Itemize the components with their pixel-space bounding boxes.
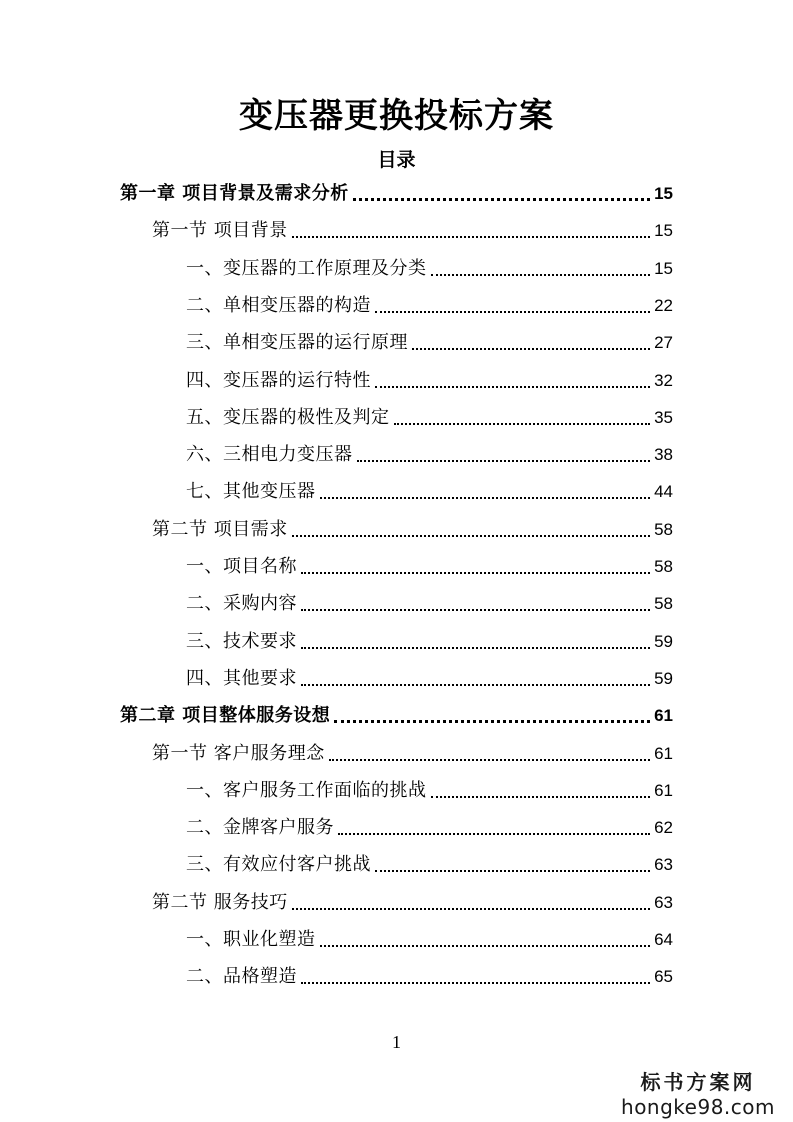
toc-entry[interactable] [186,773,673,803]
toc-entry[interactable] [186,959,673,989]
toc-entry[interactable] [186,363,673,393]
toc-dot-leader [431,274,651,276]
toc-entry-label: 三、技术要求 [186,630,297,652]
toc-entry-page: 64 [654,930,673,949]
toc-entry-page: 63 [654,855,673,875]
toc-entry-label: 第二节 项目需求 [152,518,288,540]
toc-entry-page: 61 [654,743,673,763]
toc-entry[interactable] [186,325,673,355]
toc-dot-leader [375,311,650,313]
toc-dot-leader [353,198,650,201]
toc-entry-label: 一、职业化塑造 [186,929,316,950]
toc-entry-label: 二、采购内容 [186,593,297,615]
toc-entry-page: 38 [654,445,673,465]
toc-entry-page: 58 [654,519,673,539]
toc-entry[interactable] [152,736,673,766]
toc-dot-leader [357,460,651,462]
toc-entry[interactable] [152,213,673,243]
toc-entry-page: 59 [654,631,673,651]
toc-entry[interactable] [186,549,673,579]
toc-dot-leader [412,348,650,350]
toc-entry-page: 15 [654,184,673,203]
toc-entry[interactable] [186,586,673,616]
toc-entry-page: 62 [654,818,673,838]
toc-entry-label: 二、金牌客户服务 [186,817,334,839]
toc-entry-page: 35 [654,407,673,427]
toc-dot-leader [301,684,650,686]
toc-entry[interactable] [186,288,673,318]
toc-dot-leader [301,647,650,649]
toc-entry[interactable] [186,474,673,504]
toc-dot-leader [301,609,650,611]
toc-entry[interactable] [120,698,673,728]
toc-entry-label: 四、其他要求 [186,667,297,689]
toc-entry-page: 65 [654,967,673,987]
toc-entry-page: 32 [654,370,673,390]
toc-entry[interactable] [186,810,673,840]
toc-entry-page: 22 [654,295,673,315]
toc-entry-label: 五、变压器的极性及判定 [186,406,390,428]
document-title: 变压器更换投标方案 [239,96,554,136]
toc-entry-page: 61 [654,706,673,726]
toc-entry[interactable] [186,251,673,281]
toc-entry-label: 三、单相变压器的运行原理 [186,332,408,354]
watermark-site-name: 标书方案网 [640,1070,756,1094]
toc-entry[interactable] [152,885,673,915]
toc-entry-label: 第二节 服务技巧 [152,891,288,913]
toc-dot-leader [320,497,651,499]
toc-dot-leader [301,572,650,574]
toc-entry[interactable] [120,176,673,206]
toc-heading: 目录 [377,149,416,171]
toc-entry-label: 三、有效应付客户挑战 [186,854,371,876]
toc-dot-leader [292,535,650,537]
toc-dot-leader [292,908,650,910]
toc-entry-page: 63 [654,892,673,912]
toc-entry-label: 一、变压器的工作原理及分类 [186,257,427,279]
toc-entry[interactable] [186,661,673,691]
toc-entry-label: 七、其他变压器 [186,481,316,503]
toc-entry-label: 二、品格塑造 [186,966,297,988]
toc-entry-label: 第一节 项目背景 [152,220,288,242]
toc-entry-label: 二、单相变压器的构造 [186,294,371,316]
toc-entry-label: 四、变压器的运行特性 [186,369,371,391]
toc-entry-page: 58 [654,557,673,576]
toc-entry-page: 44 [654,482,673,502]
toc-entry[interactable] [186,624,673,654]
toc-entry-label: 第一节 客户服务理念 [152,742,325,764]
site-watermark [621,1066,775,1119]
page-number: 1 [392,1032,401,1052]
toc-entry-page: 15 [654,221,673,241]
toc-entry-label: 第二章 项目整体服务设想 [120,705,331,727]
toc-entry[interactable] [152,512,673,542]
toc-entry-label: 一、客户服务工作面临的挑战 [186,779,427,801]
toc-entry[interactable] [186,437,673,467]
toc-entry[interactable] [186,847,673,877]
toc-entry-page: 59 [654,668,673,688]
toc-dot-leader [301,982,650,984]
toc-dot-leader [292,236,650,238]
toc-entry-label: 一、项目名称 [186,556,297,577]
toc-dot-leader [394,423,651,425]
toc-entry-label: 六、三相电力变压器 [186,444,353,466]
toc-entry-page: 58 [654,594,673,614]
toc-dot-leader [329,759,650,761]
watermark-site-url: hongke98.com [621,1095,775,1119]
toc-dot-leader [375,386,650,388]
toc-dot-leader [338,833,650,835]
toc-entry[interactable] [186,922,673,952]
toc-entry-page: 61 [654,780,673,800]
toc-entry-page: 27 [654,333,673,353]
toc-dot-leader [320,945,651,947]
toc-entry[interactable] [186,400,673,430]
toc-dot-leader [431,796,651,798]
toc-entry-label: 第一章 项目背景及需求分析 [120,183,349,204]
toc-dot-leader [375,870,650,872]
toc-entry-page: 15 [654,258,673,278]
toc-dot-leader [334,720,650,723]
